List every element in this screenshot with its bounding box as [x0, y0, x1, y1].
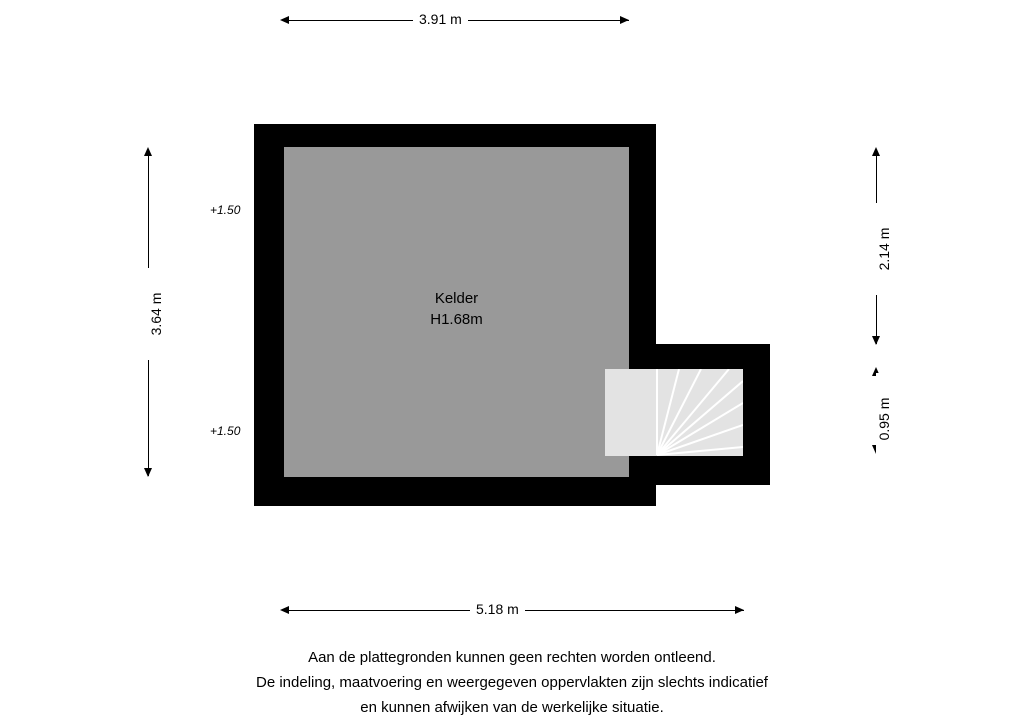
arrow-right-bottom — [735, 606, 744, 614]
disclaimer-line-3: en kunnen afwijken van de werkelijke situatie. — [360, 699, 664, 716]
arrow-left-top — [280, 16, 289, 24]
disclaimer-line-1: Aan de plattegronden kunnen geen rechten worden ontleend. — [308, 649, 716, 666]
level-mark-lower: +1.50 — [210, 424, 241, 438]
arrow-down-right-upper — [872, 336, 880, 345]
arrow-up-right-upper — [872, 147, 880, 156]
dimension-label-right-upper: 2.14 m — [876, 203, 892, 295]
disclaimer-line-2: De indeling, maatvoering en weergegeven oppervlakten zijn slechts indicatief — [256, 674, 768, 691]
room-height: H1.68m — [430, 311, 483, 328]
disclaimer — [0, 645, 1024, 720]
arrow-up-left — [144, 147, 152, 156]
dimension-label-top-width: 3.91 m — [413, 11, 468, 27]
room-label — [284, 288, 629, 330]
room-name: Kelder — [434, 290, 479, 307]
arrow-down-left — [144, 468, 152, 477]
dimension-label-left-height: 3.64 m — [148, 268, 164, 360]
staircase-icon — [605, 369, 743, 456]
level-mark-upper: +1.50 — [210, 203, 241, 217]
dimension-label-right-lower: 0.95 m — [876, 373, 892, 465]
arrow-right-top — [620, 16, 629, 24]
dimension-label-bottom-width: 5.18 m — [470, 601, 525, 617]
arrow-left-bottom — [280, 606, 289, 614]
